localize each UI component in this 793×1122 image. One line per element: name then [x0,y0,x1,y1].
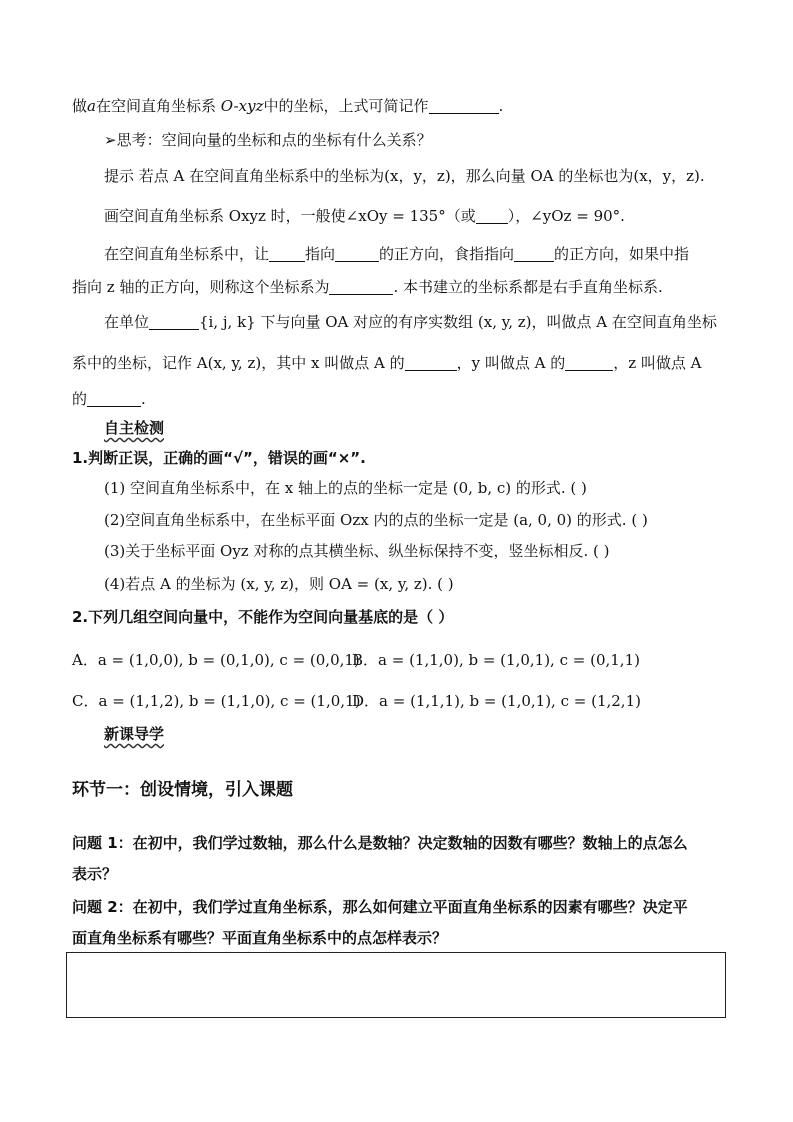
q1-item-3: (3)关于坐标平面 Oyz 对称的点其横坐标、纵坐标保持不变，竖坐标相反. ( ) [104,542,610,560]
answer-blank[interactable] [87,390,141,407]
answer-blank[interactable] [329,278,393,295]
think-prompt: ➢思考：空间向量的坐标和点的坐标有什么关系？ [104,131,432,149]
q1-item-1: (1) 空间直角坐标系中，在 x 轴上的点的坐标一定是 (0, b, c) 的形式. ( ) [104,479,587,497]
q2-option-b[interactable]: B．a = (1,1,0), b = (1,0,1), c = (0,1,1) [352,651,640,669]
q2-option-a[interactable]: A．a = (1,0,0), b = (0,1,0), c = (0,0,1) [72,651,360,669]
problem-1-line-2: 表示？ [72,865,118,883]
hint-text: 提示 若点 A 在空间直角坐标系中的坐标为(x，y，z)，那么向量 OA 的坐标也为(x，y，z). [104,167,705,185]
unit-basis-text-2: 系中的坐标，记作 A(x, y, z)，其中 x 叫做点 A 的 ，y 叫做点 A 的 ，z 叫做点 A [72,354,702,372]
unit-basis-text-3: 的 . [72,390,146,408]
problem-2-line-2: 面直角坐标系有哪些？平面直角坐标系中的点怎样表示？ [72,929,448,947]
unit-basis-text-1: 在单位 {i, j, k} 下与向量 OA 对应的有序实数组 (x, y, z)，叫做点 A 在空间直角坐标 [104,313,717,331]
question-2-title: 2.下列几组空间向量中，不能作为空间向量基底的是（ ） [72,608,454,626]
question-1-title: 1.判断正误，正确的画“√”，错误的画“×”. [72,449,366,467]
answer-blank[interactable] [335,245,379,262]
q1-item-4: (4)若点 A 的坐标为 (x, y, z)，则 OA = (x, y, z). ( ) [104,575,454,593]
answer-blank[interactable] [405,354,457,371]
new-lesson-heading: 新课导学 [104,725,165,743]
section-heading: 环节一：创设情境，引入课题 [72,780,293,800]
draw-axes-text: 画空间直角坐标系 Oxyz 时，一般使∠xOy = 135°（或 ），∠yOz = 90°. [104,207,625,225]
answer-blank[interactable] [476,207,508,224]
right-hand-text-2: 指向 z 轴的正方向，则称这个坐标系为 . 本书建立的坐标系都是右手直角坐标系. [72,278,663,296]
answer-box[interactable] [66,952,726,1018]
self-check-heading: 自主检测 [104,419,165,437]
problem-2-line-1: 问题 2：在初中，我们学过直角坐标系，那么如何建立平面直角坐标系的因素有哪些？决定平 [72,898,688,916]
right-hand-text-1: 在空间直角坐标系中，让 指向 的正方向，食指指向 的正方向，如果中指 [104,245,690,263]
answer-blank[interactable] [514,245,554,262]
intro-line-1: 做a在空间直角坐标系 O-xyz中的坐标，上式可简记作 . [72,97,504,115]
q2-option-d[interactable]: D．a = (1,1,1), b = (1,0,1), c = (1,2,1) [352,692,641,710]
answer-blank[interactable] [269,245,305,262]
answer-blank[interactable] [565,354,613,371]
problem-1-line-1: 问题 1：在初中，我们学过数轴，那么什么是数轴？决定数轴的因数有哪些？数轴上的点怎么 [72,834,688,852]
answer-blank[interactable] [429,97,499,114]
q2-option-c[interactable]: C．a = (1,1,2), b = (1,1,0), c = (1,0,1) [72,692,361,710]
q1-item-2: (2)空间直角坐标系中，在坐标平面 Ozx 内的点的坐标一定是 (a, 0, 0) 的形式. ( ) [104,511,648,529]
answer-blank[interactable] [149,313,199,330]
